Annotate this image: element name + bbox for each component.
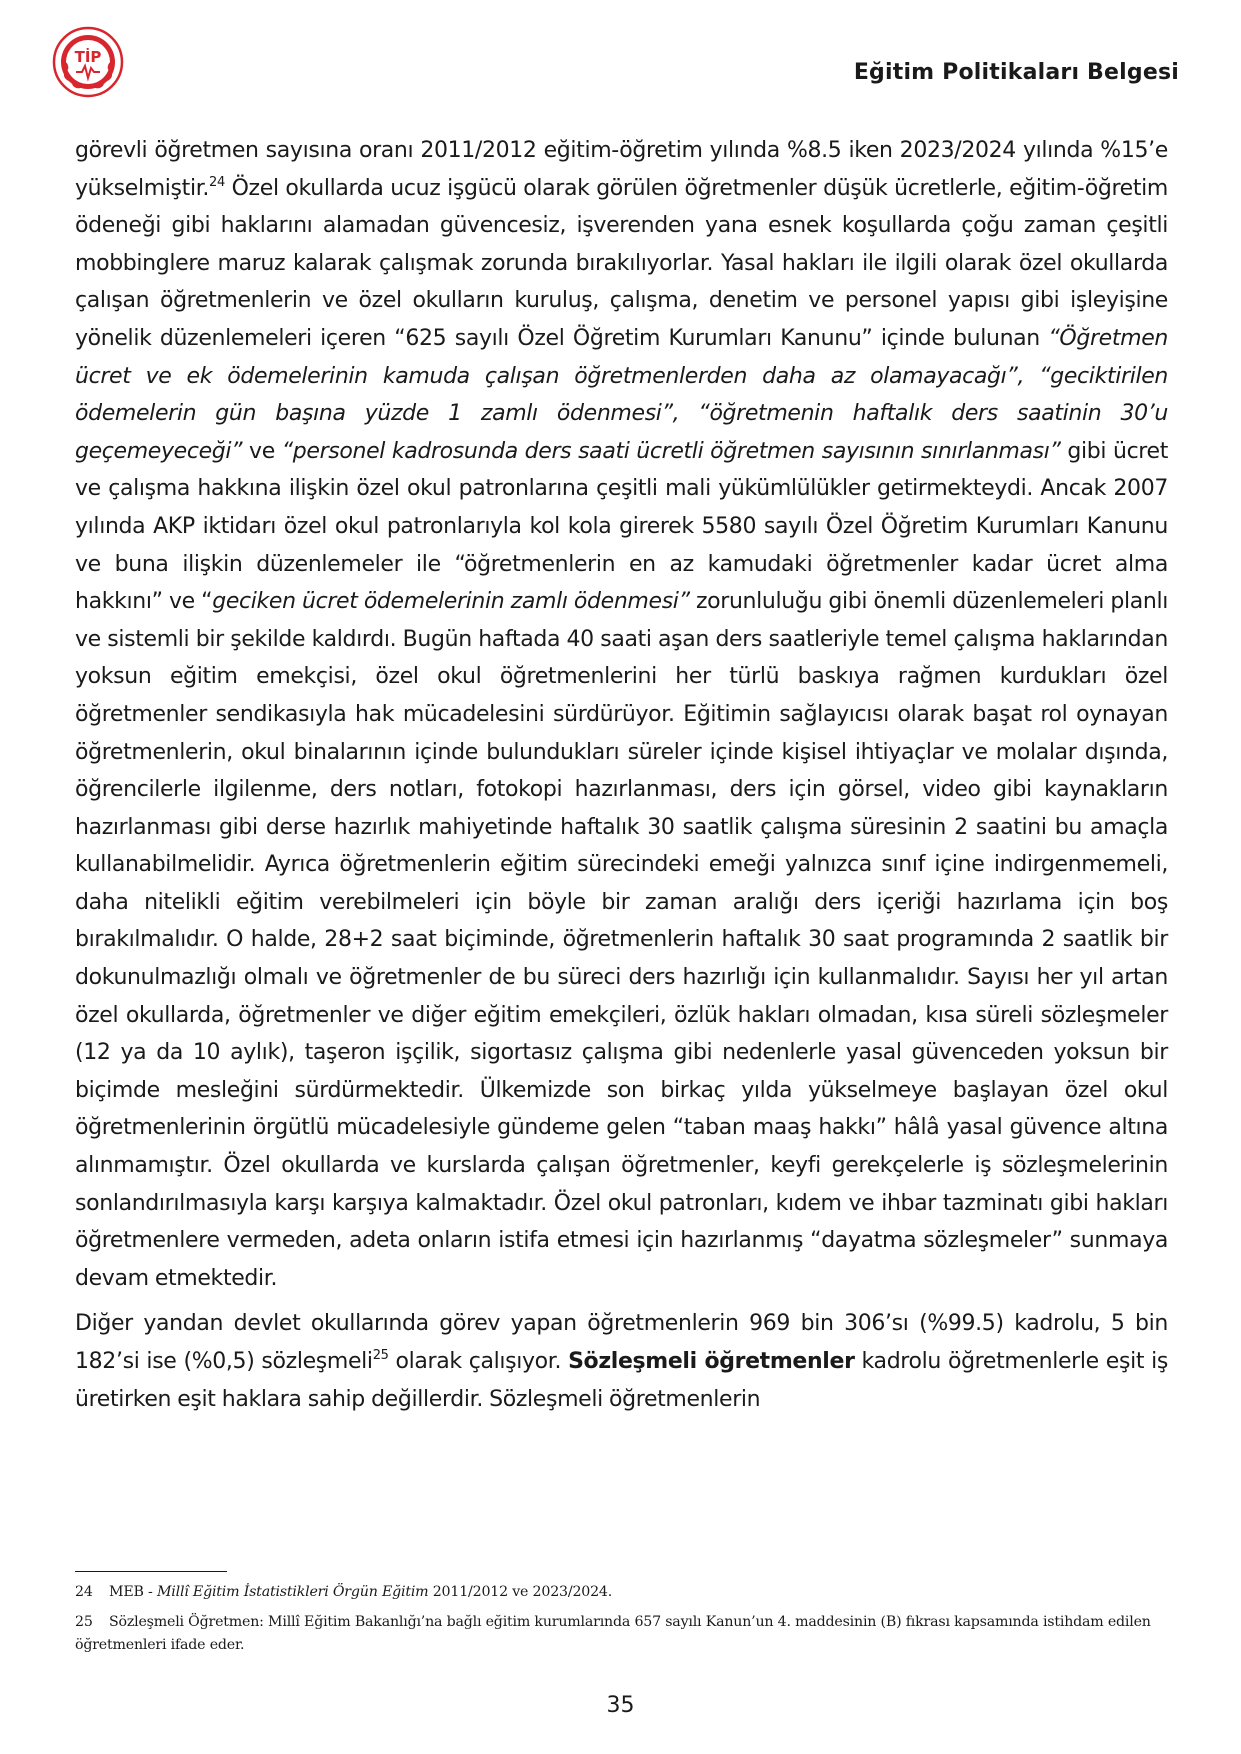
text-run: MEB - <box>109 1584 157 1600</box>
tip-logo <box>52 26 124 98</box>
logo-text: TİP <box>74 48 102 66</box>
text-run: “Öğretmen ücret ve ek ödemelerinin kamuda çalışan öğretmenlerden daha az olamayacağı”, “geciktirilen ödemelerin gün başına yüzde 1 zamlı ödenmesi”, “öğretmenin haftalık ders saatinin 30’u geçemeyeceği” <box>75 325 1168 464</box>
footnote <box>75 1611 1168 1657</box>
text-run: kadrolu öğretmenlerle eşit iş üretirken eşit haklara sahip değillerdir. Sözleşmeli öğretmenlerin <box>75 1349 1168 1412</box>
paragraph <box>75 1305 1168 1418</box>
footnote <box>75 1581 1168 1604</box>
body-text <box>75 132 1168 1418</box>
paragraph <box>75 132 1168 1297</box>
text-run: Diğer yandan devlet okullarında görev yapan öğretmenlerin 969 bin 306’sı (%99.5) kadrolu, 5 bin 182’si ise (%0,5) sözleşmeli <box>75 1311 1168 1374</box>
footnote-number: 25 <box>75 1614 93 1630</box>
text-run: gibi ücret ve çalışma hakkına ilişkin özel okul patronlarına çeşitli mali yükümlülükler getirmekteydi. Ancak 2007 yılında AKP iktidarı özel okul patronlarıyla kol kola girerek 5580 sayılı Özel Öğretim Kurumları Kanunu ve buna ilişkin düzenlemeler ile “öğretmenlerin en az kamudaki öğretmenler kadar ücret alma hakkını” ve “ <box>75 438 1168 615</box>
text-run: Sözleşmeli öğretmenler <box>568 1349 855 1374</box>
text-run: 2011/2012 ve 2023/2024. <box>428 1584 613 1600</box>
text-run: Özel okullarda ucuz işgücü olarak görülen öğretmenler düşük ücretlerle, eğitim-öğretim ödeneği gibi haklarını alamadan güvencesiz, işverenden yana esnek koşullarda çoğu zaman çeşitli mobbinglere maruz kalarak çalışmak zorunda bırakılıyorlar. Yasal hakları ile ilgili olarak özel okullarda çalışan öğretmenlerin ve özel okulların kuruluş, çalışma, denetim ve personel yapısı gibi işleyişine yönelik düzenlemeleri içeren “625 sayılı Özel Öğretim Kurumları Kanunu” içinde bulunan <box>75 175 1168 351</box>
text-run: zorunluluğu gibi önemli düzenlemeleri planlı ve sistemli bir şekilde kaldırdı. Bugün haftada 40 saati aşan ders saatleriyle temel çalışma haklarından yoksun eğitim emekçisi, özel okul öğretmenlerini her türlü baskıya rağmen kurdukları özel öğretmenler sendikasıyla hak mücadelesini sürdürüyor. Eğitimin sağlayıcısı olarak başat rol oynayan öğretmenlerin, okul binalarının içinde bulundukları süreler içinde kişisel ihtiyaçlar ve molalar dışında, öğrencilerle ilgilenme, ders notları, fotokopi hazırlanması, ders için görsel, video gibi kaynakların hazırlanması gibi derse hazırlık mahiyetinde haftalık 30 saatlik çalışma süresinin 2 saatini bu amaçla kullanabilmelidir. Ayrıca öğretmenlerin eğitim sürecindeki emeği yalnızca sınıf içine indirgenmemeli, daha nitelikli eğitim verebilmeleri için böyle bir zaman aralığı ders içeriği hazırlama için boş bırakılmalıdır. O halde, 28+2 saat biçiminde, öğretmenlerin haftalık 30 saat programında 2 saatlik bir dokunulmazlığı olmalı ve öğretmenler de bu süreci ders hazırlığı için kullanmalıdır. Sayısı her yıl artan özel okullarda, öğretmenler ve diğer eğitim emekçileri, özlük hakları olmadan, kısa süreli sözleşmeler (12 ya da 10 aylık), taşeron işçilik, sigortasız çalışma gibi nedenlerle yasal güvenceden yoksun bir biçimde mesleğini sürdürmektedir. Ülkemizde son birkaç yılda yükselmeye başlayan özel okul öğretmenlerinin örgütlü mücadelesiyle gündeme gelen “taban maaş hakkı” hâlâ yasal güvence altına alınmamıştır. Özel okullarda ve kurslarda çalışan öğretmenler, keyfi gerekçelerle iş sözleşmelerinin sonlandırılmasıyla karşı karşıya kalmaktadır. Özel okul patronları, kıdem ve ihbar tazminatı gibi hakları öğretmenlere vermeden, adeta onların istifa etmesi için hazırlanmış “dayatma sözleşmeler” sunmaya devam etmektedir. <box>75 589 1169 1291</box>
text-run: geciken ücret ödemelerinin zamlı ödenmesi” <box>212 589 690 615</box>
footnote-reference: 25 <box>372 1348 389 1363</box>
footnotes <box>75 1581 1168 1664</box>
text-run: olarak çalışıyor. <box>388 1349 569 1374</box>
footnote-divider <box>75 1571 227 1572</box>
text-run: ve <box>242 438 282 464</box>
document-title: Eğitim Politikaları Belgesi <box>853 60 1179 85</box>
page-number: 35 <box>606 1693 635 1718</box>
text-run: Millî Eğitim İstatistikleri Örgün Eğitim <box>156 1584 429 1600</box>
text-run: Sözleşmeli Öğretmen: Millî Eğitim Bakanlığı’na bağlı eğitim kurumlarında 657 sayılı Kanun’un 4. maddesinin (B) fıkrası kapsamında istihdam edilen öğretmenleri ifade eder. <box>75 1614 1151 1653</box>
footnote-number: 24 <box>75 1584 93 1600</box>
text-run: görevli öğretmen sayısına oranı 2011/2012 eğitim-öğretim yılında %8.5 iken 2023/2024 yılında %15’e yükselmiştir. <box>75 138 1168 201</box>
text-run: “personel kadrosunda ders saati ücretli öğretmen sayısının sınırlanması” <box>281 438 1061 464</box>
footnote-reference: 24 <box>209 174 225 190</box>
